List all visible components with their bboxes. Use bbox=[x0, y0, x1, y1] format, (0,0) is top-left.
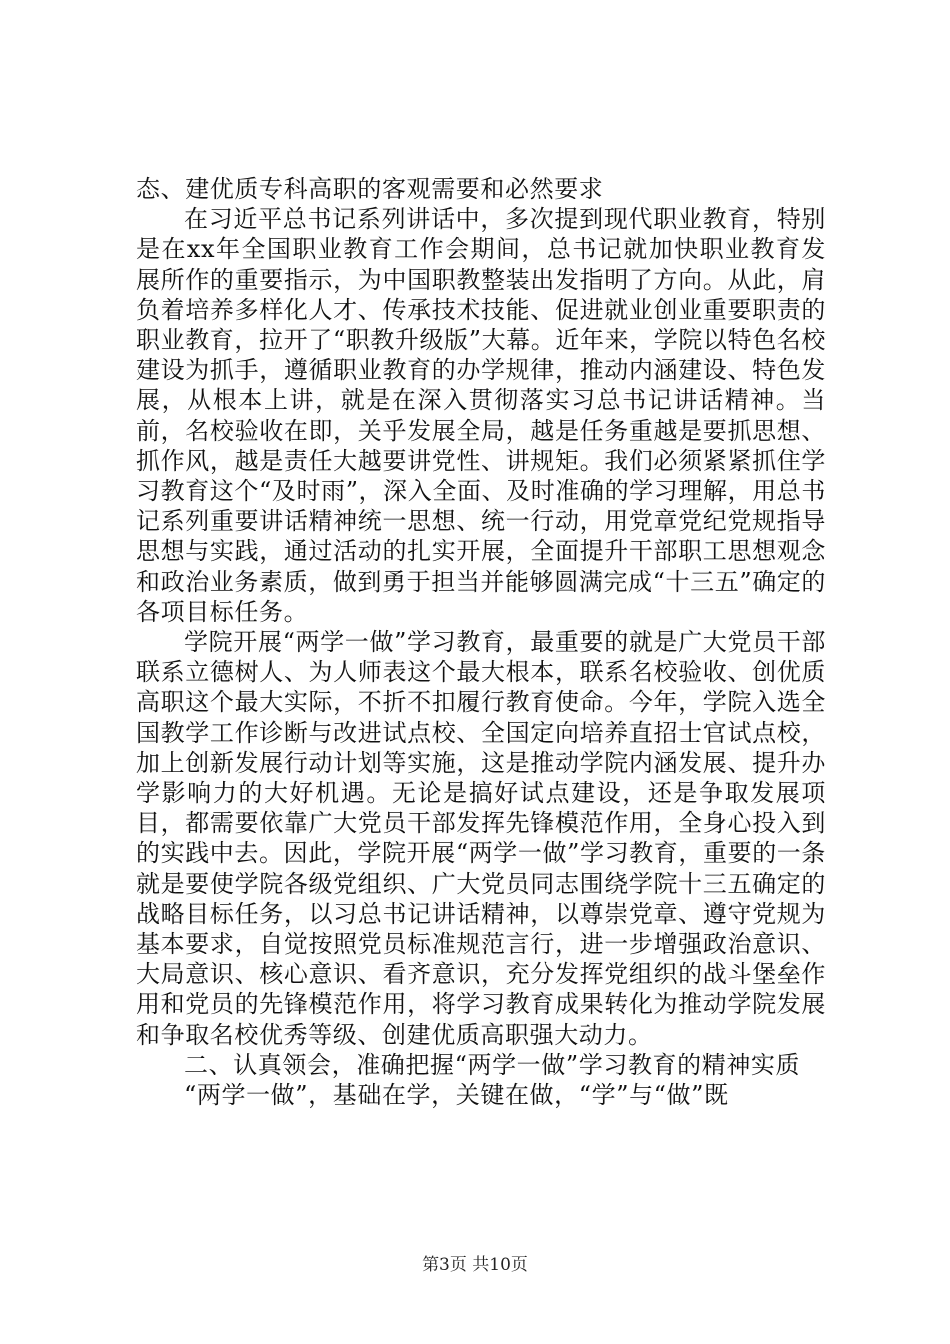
paragraph-continuation: 态、建优质专科高职的客观需要和必然要求 bbox=[136, 175, 604, 203]
document-body bbox=[136, 174, 826, 1110]
paragraph-study-and-do: “两学一做”，基础在学，关键在做，“学”与“做”既 bbox=[184, 1081, 729, 1110]
paragraph-college-education: 学院开展“两学一做”学习教育，最重要的就是广大党员干部联系立德树人、为人师表这个最大根本，联系名校验收、创优质高职这个最大实际，不折不扣履行教育使命。今年，学院入选全国教学工作诊断与改进试点校、全国定向培养直招士官试点校，加上创新发展行动计划等实施，这是推动学院内涵发展、提升办学影响力的大好机遇。无论是搞好试点建设，还是争取发展项目，都需要依靠广大党员干部发挥先锋模范作用，全身心投入到的实践中去。因此，学院开展“两学一做”学习教育，重要的一条就是要使学院各级党组织、广大党员同志围绕学院十三五确定的战略目标任务，以习总书记讲话精神，以尊崇党章、遵守党规为基本要求，自觉按照党员标准规范言行，进一步增强政治意识、大局意识、核心意识、看齐意识，充分发挥党组织的战斗堡垒作用和党员的先锋模范作用，将学习教育成果转化为推动学院发展和争取名校优秀等级、创建优质高职强大动力。 bbox=[136, 628, 826, 1049]
section-heading-two: 二、认真领会，准确把握“两学一做”学习教育的精神实质 bbox=[184, 1050, 801, 1079]
page-number-footer: 第3页 共10页 bbox=[422, 1255, 528, 1275]
paragraph-speech-study: 在习近平总书记系列讲话中，多次提到现代职业教育，特别是在xx年全国职业教育工作会期间，总书记就加快职业教育发展所作的重要指示，为中国职教整装出发指明了方向。从此，肩负着培养多样化人才、传承技术技能、促进就业创业重要职责的职业教育，拉开了“职教升级版”大幕。近年来，学院以特色名校建设为抓手，遵循职业教育的办学规律，推动内涵建设、特色发展，从根本上讲，就是在深入贯彻落实习总书记讲话精神。当前，名校验收在即，关乎发展全局，越是任务重越是要抓思想、抓作风，越是责任大越要讲党性、讲规矩。我们必须紧紧抓住学习教育这个“及时雨”，深入全面、及时准确的学习理解，用总书记系列重要讲话精神统一思想、统一行动，用党章党纪党规指导思想与实践，通过活动的扎实开展，全面提升干部职工思想观念和政治业务素质，做到勇于担当并能够圆满完成“十三五”确定的各项目标任务。 bbox=[136, 205, 826, 626]
